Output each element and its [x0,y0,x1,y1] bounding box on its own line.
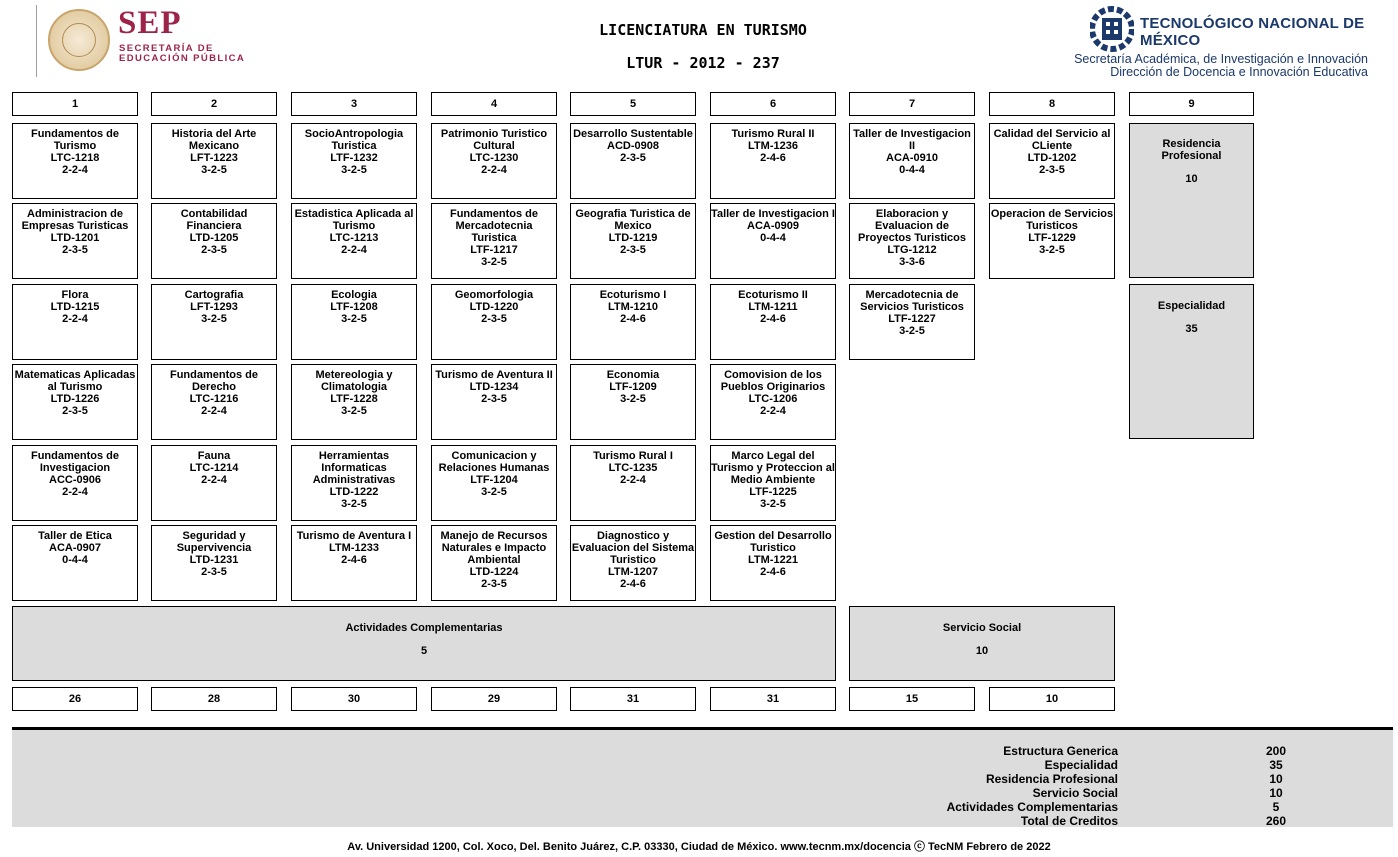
course-cell [989,203,1115,279]
course-credits: 2-2-4 [62,313,88,325]
course-cell [710,364,836,440]
course-code: LTD-1224 [469,566,519,578]
course-name: Turismo Rural I [593,450,673,462]
course-cell [151,284,277,360]
course-name: Herramientas Informaticas Administrativas [312,450,396,486]
course-code: LTG-1212 [887,244,937,256]
course-credits: 2-3-5 [481,313,507,325]
course-cell [431,525,557,601]
summary-row [12,758,1393,772]
servicio-label: Servicio Social [942,622,1022,634]
course-cell [151,445,277,521]
servicio-value: 10 [975,645,989,657]
course-name: Comovision de los Pueblos Originarios [720,369,826,393]
semester-total-6: 31 [710,687,836,711]
course-name: Fundamentos de Turismo [30,128,119,152]
course-credits: 2-2-4 [201,474,227,486]
semester-total-2: 28 [151,687,277,711]
course-code: ACD-0908 [607,140,659,152]
career-title: LICENCIATURA EN TURISMO [599,21,807,39]
course-cell [12,123,138,199]
course-cell [291,445,417,521]
course-credits: 3-2-5 [481,486,507,498]
course-cell [291,123,417,199]
course-name: Fauna [197,450,231,462]
course-credits: 2-2-4 [62,164,88,176]
course-name: Elaboracion y Evaluacion de Proyectos Turisticos [858,208,966,244]
actividades-label: Actividades Complementarias [345,622,503,634]
course-cell [710,284,836,360]
especialidad-value: 35 [1185,323,1198,335]
course-credits: 2-2-4 [62,486,88,498]
course-code: LTF-1204 [470,474,518,486]
semester-total-8: 10 [989,687,1115,711]
course-code: LTC-1214 [189,462,239,474]
course-name: Matematicas Aplicadas al Turismo [14,369,136,393]
course-cell [12,445,138,521]
course-name: Ecologia [331,289,377,301]
residencia-label: Residencia Profesional [1161,138,1222,162]
summary-value: 35 [1269,758,1283,772]
course-code: LTF-1229 [1028,232,1076,244]
servicio-social-block [849,606,1115,681]
course-code: LTM-1221 [748,554,798,566]
course-name: Patrimonio Turistico Cultural [440,128,548,152]
summary-value: 200 [1265,744,1287,758]
course-name: Cartografia [184,289,244,301]
course-code: LFT-1223 [190,152,238,164]
course-code: LTD-1215 [50,301,100,313]
course-cell [12,525,138,601]
mexico-seal-icon [48,9,110,71]
tecnm-name: TECNOLÓGICO NACIONAL DE MÉXICO [1140,15,1365,49]
course-credits: 2-3-5 [62,244,88,256]
footer-address: Av. Universidad 1200, Col. Xoco, Del. Benito Juárez, C.P. 03330, Ciudad de México. www.tecnm.mx/docencia ⓒ TecNM Febrero de 2022 [347,841,1051,853]
course-credits: 0-4-4 [760,232,786,244]
course-cell [291,203,417,279]
semester-total-4: 29 [431,687,557,711]
semester-header-8: 8 [989,92,1115,116]
course-name: Calidad del Servicio al CLiente [993,128,1111,152]
course-cell [291,364,417,440]
course-credits: 2-4-6 [341,554,367,566]
course-name: Contabilidad Financiera [180,208,248,232]
course-credits: 2-2-4 [620,474,646,486]
course-name: Taller de Etica [38,530,112,542]
course-name: Geomorfologia [454,289,534,301]
especialidad-label: Especialidad [1157,300,1226,312]
course-name: Mercadotecnia de Servicios Turisticos [860,289,964,313]
course-name: Fundamentos de Investigacion [30,450,119,474]
course-credits: 2-3-5 [481,578,507,590]
course-code: LTF-1232 [330,152,378,164]
semester-header-4: 4 [431,92,557,116]
especialidad-block [1129,284,1254,439]
course-credits: 3-2-5 [620,393,646,405]
semester-total-5: 31 [570,687,696,711]
course-code: LTF-1225 [749,486,797,498]
course-credits: 2-3-5 [62,405,88,417]
course-credits: 3-2-5 [201,313,227,325]
course-credits: 2-3-5 [201,566,227,578]
course-name: Geografia Turistica de Mexico [575,208,691,232]
course-cell [570,525,696,601]
course-credits: 2-2-4 [201,405,227,417]
course-name: Estadistica Aplicada al Turismo [294,208,414,232]
course-code: ACA-0910 [886,152,938,164]
course-credits: 2-4-6 [620,578,646,590]
course-cell [710,525,836,601]
summary-row [12,786,1393,800]
semester-total-3: 30 [291,687,417,711]
course-name: Taller de Investigacion II [853,128,971,152]
course-cell [849,123,975,199]
summary-row [12,814,1393,828]
course-code: LTD-1222 [329,486,379,498]
sep-logo-text: SEP [118,5,182,41]
course-code: LTM-1236 [748,140,798,152]
course-credits: 3-2-5 [341,164,367,176]
course-credits: 2-2-4 [481,164,507,176]
course-cell [12,284,138,360]
course-code: LTF-1217 [470,244,518,256]
course-code: LTC-1213 [329,232,379,244]
course-credits: 3-2-5 [341,405,367,417]
semester-header-5: 5 [570,92,696,116]
course-cell [849,203,975,279]
course-cell [710,203,836,279]
course-code: LFT-1293 [190,301,238,313]
course-credits: 3-2-5 [760,498,786,510]
course-name: Fundamentos de Derecho [169,369,258,393]
course-cell [570,445,696,521]
course-code: ACA-0907 [49,542,101,554]
course-cell [431,364,557,440]
summary-label: Total de Creditos [1020,814,1118,828]
course-cell [570,203,696,279]
summary-value: 10 [1269,786,1283,800]
course-code: LTM-1207 [608,566,658,578]
course-credits: 3-2-5 [899,325,925,337]
course-code: LTC-1216 [189,393,239,405]
course-credits: 2-2-4 [760,405,786,417]
semester-total-1: 26 [12,687,138,711]
course-credits: 2-4-6 [760,152,786,164]
tecnm-subtitle-2: Dirección de Docencia e Innovación Educativa [1110,65,1368,79]
course-code: LTM-1211 [748,301,798,313]
summary-value: 10 [1269,772,1283,786]
course-code: LTF-1227 [888,313,936,325]
course-name: SocioAntropologia Turistica [304,128,404,152]
course-code: LTD-1201 [50,232,100,244]
course-code: LTF-1209 [609,381,657,393]
course-cell [989,123,1115,199]
course-cell [570,364,696,440]
course-cell [431,284,557,360]
course-code: LTC-1206 [748,393,798,405]
course-cell [291,284,417,360]
course-cell [710,123,836,199]
course-credits: 2-4-6 [760,566,786,578]
actividades-value: 5 [420,645,428,657]
course-name: Economia [606,369,660,381]
course-credits: 3-2-5 [341,313,367,325]
course-credits: 2-4-6 [620,313,646,325]
summary-row [12,772,1393,786]
course-credits: 3-2-5 [201,164,227,176]
course-cell [151,203,277,279]
course-credits: 3-2-5 [1039,244,1065,256]
course-name: Marco Legal del Turismo y Proteccion al Medio Ambiente [711,450,835,486]
course-code: LTM-1210 [608,301,658,313]
summary-label: Residencia Profesional [985,772,1118,786]
course-name: Gestion del Desarrollo Turistico [714,530,832,554]
semester-header-9: 9 [1129,92,1254,116]
semester-header-7: 7 [849,92,975,116]
course-code: LTD-1231 [189,554,239,566]
course-credits: 2-2-4 [341,244,367,256]
course-cell [570,123,696,199]
header-divider [36,5,37,77]
semester-header-6: 6 [710,92,836,116]
course-name: Operacion de Servicios Turisticos [990,208,1114,232]
semester-header-2: 2 [151,92,277,116]
residencia-profesional-block [1129,123,1254,278]
course-credits: 2-3-5 [1039,164,1065,176]
course-name: Turismo de Aventura I [296,530,412,542]
course-code: LTF-1228 [330,393,378,405]
tecnm-subtitle-1: Secretaría Académica, de Investigación e Innovación [1074,52,1368,66]
residencia-value: 10 [1185,173,1198,185]
summary-label: Actividades Complementarias [946,800,1118,814]
course-name: Ecoturismo II [738,289,808,301]
course-code: LTF-1208 [330,301,378,313]
course-cell [12,364,138,440]
course-code: LTD-1219 [608,232,658,244]
course-name: Flora [61,289,89,301]
course-name: Diagnostico y Evaluacion del Sistema Turistico [571,530,695,566]
course-code: LTD-1220 [469,301,519,313]
course-code: LTM-1233 [329,542,379,554]
summary-label: Estructura Generica [1003,744,1118,758]
course-cell [151,123,277,199]
course-name: Administracion de Empresas Turisticas [21,208,129,232]
course-cell [570,284,696,360]
course-cell [431,203,557,279]
course-credits: 3-2-5 [341,498,367,510]
course-name: Ecoturismo I [599,289,667,301]
course-cell [151,364,277,440]
summary-row [12,800,1393,814]
course-code: LTC-1218 [50,152,100,164]
semester-header-1: 1 [12,92,138,116]
semester-header-3: 3 [291,92,417,116]
semester-total-7: 15 [849,687,975,711]
course-name: Manejo de Recursos Naturales e Impacto Ambiental [440,530,548,566]
course-name: Turismo de Aventura II [435,369,553,381]
course-credits: 2-3-5 [620,244,646,256]
course-credits: 2-3-5 [481,393,507,405]
course-credits: 0-4-4 [899,164,925,176]
course-code: ACA-0909 [747,220,799,232]
course-name: Taller de Investigacion I [711,208,835,220]
course-code: LTD-1202 [1027,152,1077,164]
summary-label: Especialidad [1044,758,1118,772]
course-cell [291,525,417,601]
course-name: Comunicacion y Relaciones Humanas [438,450,550,474]
course-cell [710,445,836,521]
course-code: LTD-1234 [469,381,519,393]
course-credits: 3-3-6 [899,256,925,268]
summary-value: 260 [1265,814,1287,828]
course-cell [12,203,138,279]
summary-label: Servicio Social [1032,786,1118,800]
course-credits: 3-2-5 [481,256,507,268]
summary-row [12,744,1393,758]
course-code: LTD-1205 [189,232,239,244]
course-cell [849,284,975,360]
course-credits: 2-4-6 [760,313,786,325]
summary-value: 5 [1272,800,1280,814]
plan-code: LTUR - 2012 - 237 [626,54,780,72]
course-cell [431,123,557,199]
credits-summary [12,727,1393,827]
course-name: Turismo Rural II [731,128,815,140]
course-credits: 2-3-5 [620,152,646,164]
course-name: Historia del Arte Mexicano [171,128,257,152]
course-code: LTD-1226 [50,393,100,405]
course-name: Metereologia y Climatologia [315,369,393,393]
course-code: LTC-1235 [608,462,658,474]
course-code: LTC-1230 [469,152,519,164]
course-credits: 2-3-5 [201,244,227,256]
actividades-complementarias-block [12,606,836,681]
course-name: Seguridad y Supervivencia [176,530,252,554]
course-cell [431,445,557,521]
tecnm-logo-icon [1090,6,1134,52]
course-cell [151,525,277,601]
course-code: ACC-0906 [49,474,101,486]
course-name: Desarrollo Sustentable [573,128,693,140]
sep-subtitle: SECRETARÍA DE EDUCACIÓN PÚBLICA [119,43,246,64]
course-name: Fundamentos de Mercadotecnia Turistica [449,208,538,244]
course-credits: 0-4-4 [62,554,88,566]
